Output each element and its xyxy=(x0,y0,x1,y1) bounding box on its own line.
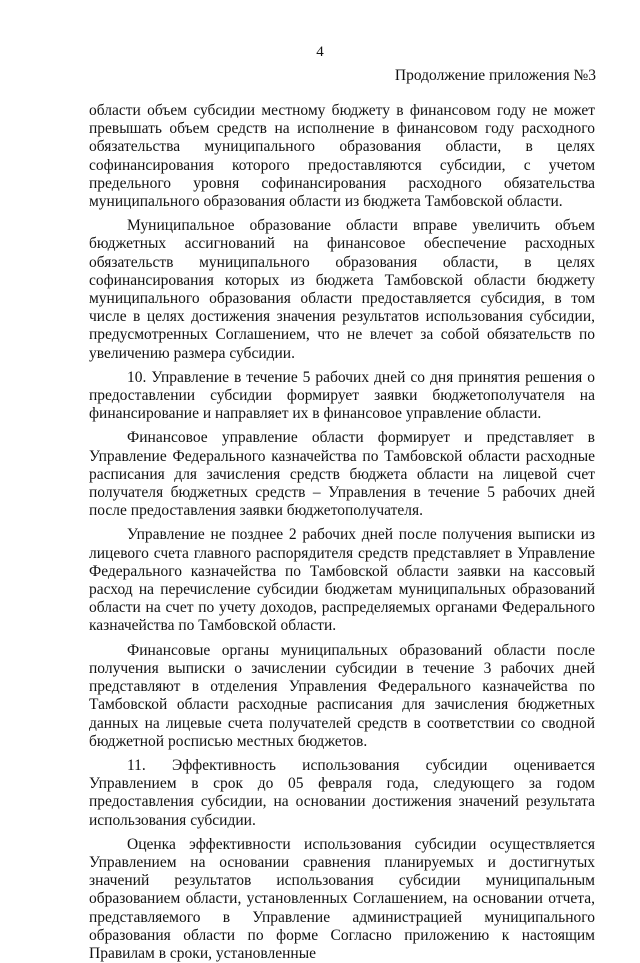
paragraph-subsidy-limit: области объем субсидии местному бюджету в финансовом году не может превышать объем средств на исполнение в финансовом году расходного обязательства муниципального образования области, в целях софинансирования которого предоставляются субсидии, с учетом предельного уровня софинансирования расходного обязательства муниципального образования области из бюджета Тамбовской области. xyxy=(89,102,595,211)
paragraph-treasury-requests: Управление не позднее 2 рабочих дней после получения выписки из лицевого счета главного распорядителя средств представляет в Управление Федерального казначейства по Тамбовской области заявки на кассовый расход на перечисление субсидии бюджетам муниципальных образований области на счет по учету доходов, распределяемых органами Федерального казначейства по Тамбовской области. xyxy=(89,526,595,635)
appendix-continuation-label: Продолжение приложения №3 xyxy=(394,67,596,84)
paragraph-item-11: 11. Эффективность использования субсидии оценивается Управлением в срок до 05 февраля года, следующего за годом предоставления субсидии, на основании достижения значений результата использования субсидии. xyxy=(89,756,595,829)
page-number: 4 xyxy=(316,44,324,60)
paragraph-municipal-finance-bodies: Финансовые органы муниципальных образований области после получения выписки о зачислении субсидии в течение 3 рабочих дней представляют в отделения Управления Федерального казначейства по Тамбовской области расходные расписания для зачисления бюджетных данных на лицевые счета получателей средств в соответствии со сводной бюджетной росписью местных бюджетов. xyxy=(89,641,595,750)
paragraph-financial-department: Финансовое управление области формирует и представляет в Управление Федерального казначейства по Тамбовской области расходные расписания для зачисления средств бюджета области на лицевой счет получателя бюджетных средств – Управления в течение 5 рабочих дней после предоставления заявки бюджетополучателя. xyxy=(89,429,595,520)
document-body xyxy=(89,102,595,963)
paragraph-efficiency-evaluation: Оценка эффективности использования субсидии осуществляется Управлением на основании сравнения планируемых и достигнутых значений результатов использования субсидии муниципальным образованием области, установленных Соглашением, на основании отчета, представляемого в Управление администрацией муниципального образования области по форме Согласно приложению к настоящим Правилам в сроки, установленные xyxy=(89,835,595,962)
paragraph-budget-increase: Муниципальное образование области вправе увеличить объем бюджетных ассигнований на финансовое обеспечение расходных обязательств муниципального образования области, в целях софинансирования которых из бюджета Тамбовской области бюджету муниципального образования области предоставляется субсидия, в том числе в целях достижения значения результатов использования субсидии, предусмотренных Соглашением, что не влечет за собой обязательств по увеличению размера субсидии. xyxy=(89,217,595,362)
paragraph-item-10: 10. Управление в течение 5 рабочих дней со дня принятия решения о предоставлении субсидии формирует заявки бюджетополучателя на финансирование и направляет их в финансовое управление области. xyxy=(89,368,595,423)
